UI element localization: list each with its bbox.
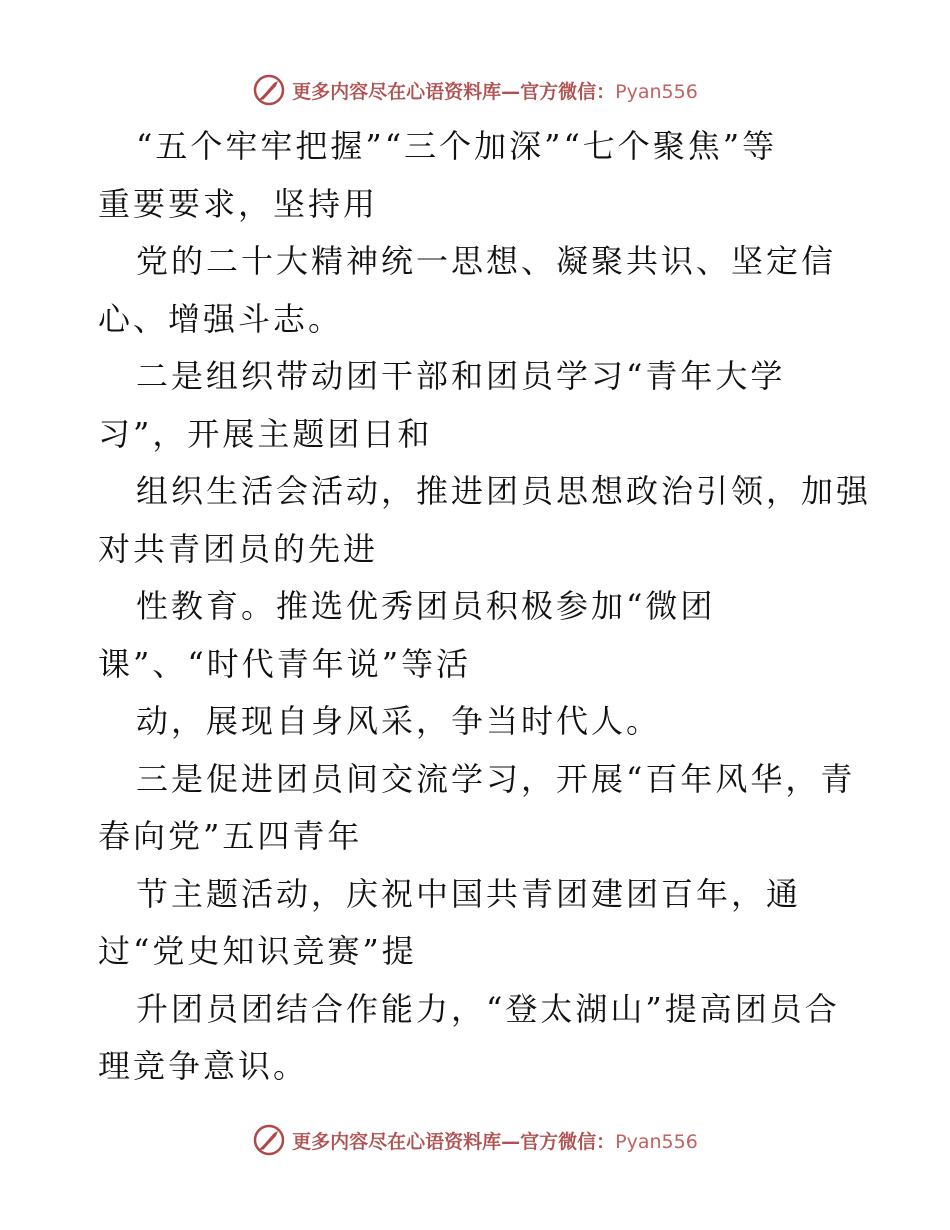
- footer-watermark: [0, 1120, 950, 1160]
- body-line: 对共青团员的先进: [98, 529, 379, 568]
- body-line: 习”，开展主题团日和: [98, 414, 433, 453]
- body-line: 组织生活会活动，推进团员思想政治引领，加强: [136, 472, 872, 510]
- body-line: “五个牢牢把握”“三个加深”“七个聚焦”等: [136, 127, 778, 165]
- body-line: 春向党”五四青年: [98, 817, 363, 855]
- body-line: 重要要求，坚持用: [98, 184, 379, 223]
- body-line: 心、增强斗志。: [98, 299, 344, 338]
- body-line: 理竞争意识。: [98, 1047, 309, 1085]
- quill-circle-logo-icon: [252, 73, 286, 107]
- document-body: [98, 118, 872, 1096]
- body-line: 升团员团结合作能力，“登太湖山”提高团员合: [136, 989, 840, 1028]
- body-line: 动，展现自身风采，争当时代人。: [136, 702, 662, 740]
- body-line: 党的二十大精神统一思想、凝聚共识、坚定信: [136, 242, 837, 280]
- watermark-text: 更多内容尽在心语资料库—官方微信：Pyan556: [292, 80, 698, 103]
- header-watermark: [0, 70, 950, 110]
- body-line: 二是组织带动团干部和团员学习“青年大学: [136, 357, 786, 395]
- body-line: 课”、“时代青年说”等活: [98, 644, 472, 683]
- body-line: 过“党史知识竞赛”提: [98, 932, 417, 970]
- quill-circle-logo-icon: [252, 1123, 286, 1157]
- body-line: 性教育。推选优秀团员积极参加“微团: [136, 587, 716, 625]
- body-line: 三是促进团员间交流学习，开展“百年风华，青: [136, 759, 856, 798]
- watermark-text: 更多内容尽在心语资料库—官方微信：Pyan556: [292, 1130, 698, 1153]
- body-line: 节主题活动，庆祝中国共青团建团百年，通: [136, 874, 802, 913]
